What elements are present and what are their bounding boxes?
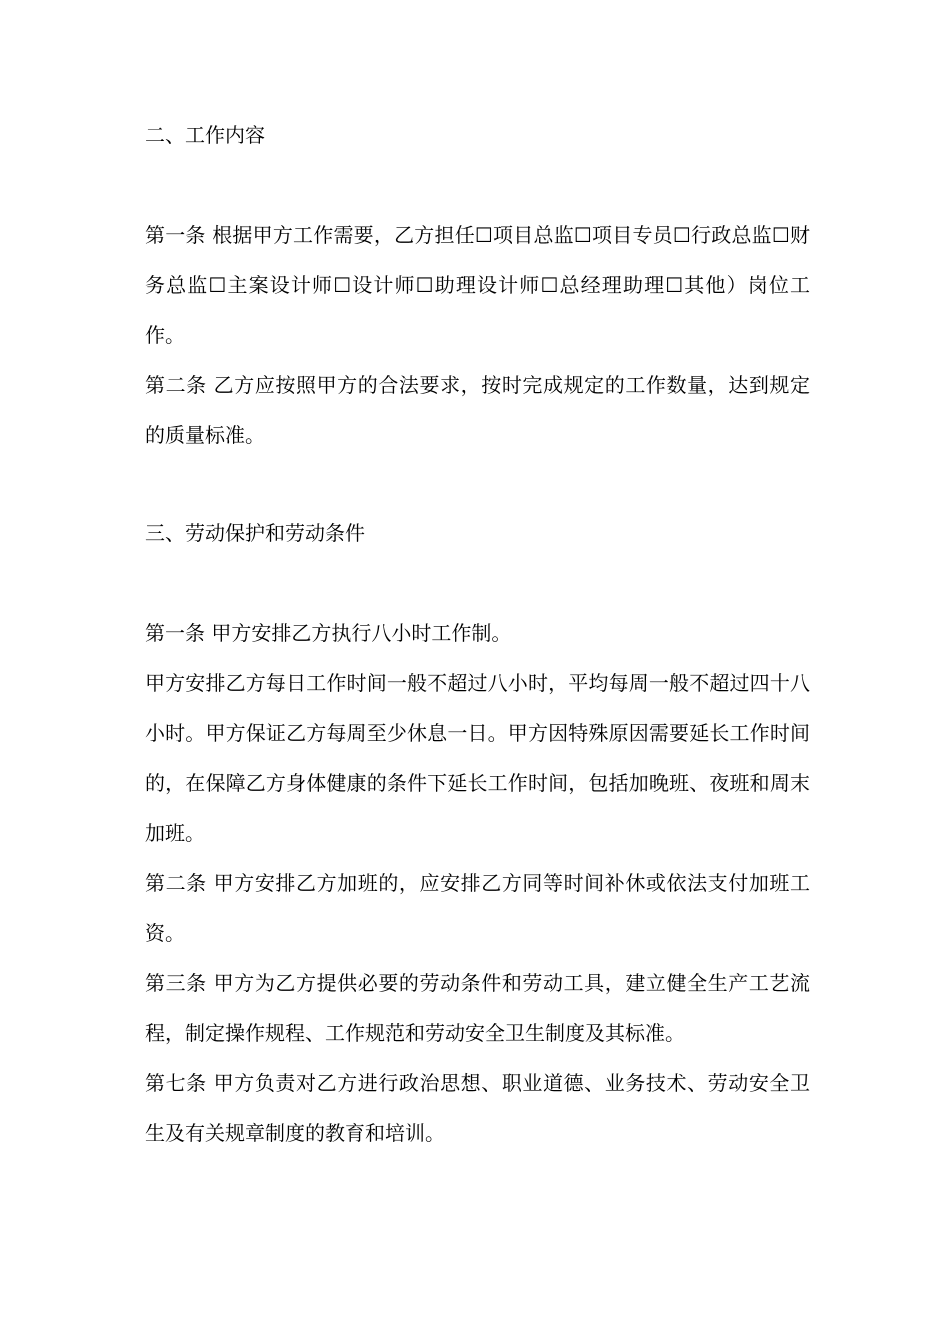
article-3-conditions: 第三条 甲方为乙方提供必要的劳动条件和劳动工具，建立健全生产工艺流程，制定操作规程、工作规范和劳动安全卫生制度及其标准。 <box>145 971 810 1045</box>
section-heading-work-content: 二、工作内容 <box>145 123 265 147</box>
section-heading-labor-protection: 三、劳动保护和劳动条件 <box>145 521 365 545</box>
article-2-quality: 第二条 乙方应按照甲方的合法要求，按时完成规定的工作数量，达到规定的质量标准。 <box>145 373 810 447</box>
article-7-training: 第七条 甲方负责对乙方进行政治思想、职业道德、业务技术、劳动安全卫生及有关规章制度的教育和培训。 <box>145 1071 810 1145</box>
article-1-work-hours: 第一条 甲方安排乙方执行八小时工作制。 <box>145 621 512 645</box>
work-hours-detail: 甲方安排乙方每日工作时间一般不超过八小时，平均每周一般不超过四十八小时。甲方保证乙方每周至少休息一日。甲方因特殊原因需要延长工作时间的，在保障乙方身体健康的条件下延长工作时间，包括加晚班、夜班和周末加班。 <box>145 671 810 845</box>
article-1-position: 第一条 根据甲方工作需要，乙方担任☐项目总监☐项目专员☐行政总监☐财务总监☐主案设计师☐设计师☐助理设计师☐总经理助理☐其他）岗位工作。 <box>145 223 810 347</box>
article-2-overtime: 第二条 甲方安排乙方加班的，应安排乙方同等时间补休或依法支付加班工资。 <box>145 871 810 945</box>
